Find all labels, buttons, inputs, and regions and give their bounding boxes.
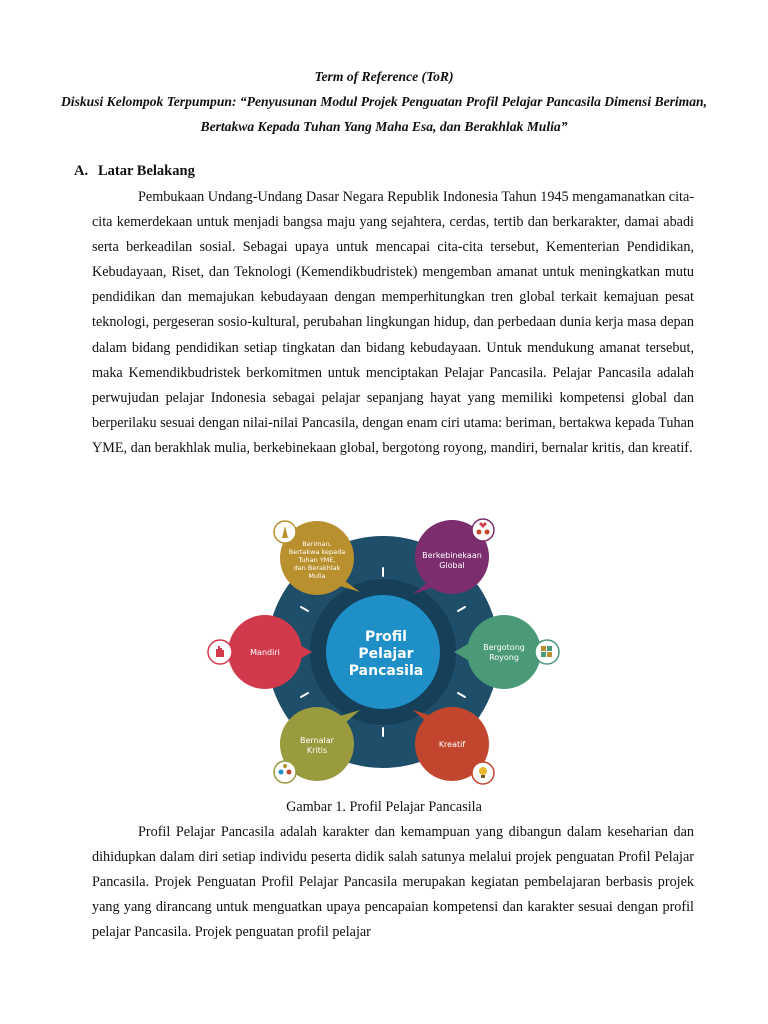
bubble-beriman bbox=[274, 521, 360, 595]
bubble-bernalar-text-2: Kritis bbox=[306, 746, 328, 755]
figure-caption: Gambar 1. Profil Pelajar Pancasila bbox=[286, 799, 482, 815]
puzzle-icon bbox=[535, 640, 559, 664]
profil-pelajar-pancasila-figure bbox=[200, 510, 570, 795]
bubble-beriman-text-1: Beriman, bbox=[302, 540, 332, 548]
title-line-2: Diskusi Kelompok Terpumpun: “Penyusunan Modul Projek Penguatan Profil Pelajar Pancasila Dimensi Beriman, Bertakwa Kepada Tuhan Yang Maha Esa, dan Berakhlak Mulia” bbox=[60, 94, 708, 134]
center-text-1: Profil bbox=[365, 629, 407, 645]
people-heart-icon bbox=[472, 519, 494, 541]
bubble-bernalar-text-1: Bernalar bbox=[300, 736, 334, 745]
bubble-berkebinekaan-text-1: Berkebinekaan bbox=[422, 551, 482, 560]
paragraph-latar-belakang: Pembukaan Undang-Undang Dasar Negara Republik Indonesia Tahun 1945 mengamanatkan cita-cita kemerdekaan untuk menjadi bangsa maju yang sejahtera, cerdas, tertib dan berkarakter, damai abadi serta berkeadilan sosial. Sebagai upaya untuk mencapai cita-cita tersebut, Kementerian Pendidikan, Kebudayaan, Riset, dan Teknologi (Kemendikbudristek) mengemban amanat untuk meningkatkan mutu pendidikan dan memajukan kebudayaan dengan memperhitungkan tren global terkait kemajuan pesat teknologi, pergeseran sosio-kultural, perubahan lingkungan hidup, dan perbedaan dunia kerja masa depan dalam bidang pendidikan setiap tingkatan dan bidang kebudayaan. Untuk mendukung amanat tersebut, maka Kemendikbudristek berkomitmen untuk menciptakan Pelajar Pancasila. Pelajar Pancasila adalah perwujudan pelajar Indonesia sebagai pelajar sepanjang hayat yang memiliki kompetensi global dan berperilaku sesuai dengan nilai-nilai Pancasila, dengan enam ciri utama: beriman, bertakwa kepada Tuhan YME, dan berakhlak mulia, berkebinekaan global, bergotong royong, mandiri, bernalar kritis, dan kreatif. bbox=[92, 189, 694, 456]
bubble-beriman-text-2: Bertakwa kepada bbox=[288, 548, 346, 556]
bubble-mandiri-text: Mandiri bbox=[250, 648, 280, 657]
section-number: A. bbox=[74, 163, 89, 179]
bubble-gotong-royong-text-2: Royong bbox=[489, 653, 519, 662]
document-title bbox=[60, 64, 708, 139]
bubble-bernalar-kritis bbox=[274, 707, 360, 783]
bubble-beriman-text-4: dan Berakhlak bbox=[293, 564, 341, 572]
center-text-2: Pelajar bbox=[358, 646, 414, 662]
title-line-1: Term of Reference (ToR) bbox=[314, 69, 454, 84]
section-heading bbox=[74, 160, 195, 182]
lightbulb-icon bbox=[472, 762, 494, 784]
raised-hand-icon bbox=[208, 640, 232, 664]
praying-hands-icon bbox=[274, 521, 296, 543]
thinking-people-icon bbox=[274, 761, 296, 783]
section-title: Latar Belakang bbox=[98, 163, 195, 179]
bubble-berkebinekaan-text-2: Global bbox=[439, 561, 465, 570]
bubble-kreatif-text: Kreatif bbox=[438, 740, 466, 749]
bubble-gotong-royong-text-1: Bergotong bbox=[483, 643, 525, 652]
bubble-kreatif bbox=[413, 707, 494, 784]
bubble-beriman-text-3: Tuhan YME, bbox=[298, 556, 336, 564]
paragraph-profil-pelajar: Profil Pelajar Pancasila adalah karakter dan kemampuan yang dibangun dalam keseharian dan dihidupkan dalam diri setiap individu peserta didik salah satunya melalui projek penguatan Profil Pelajar Pancasila. Projek Penguatan Profil Pelajar Pancasila merupakan kegiatan pembelajaran berbasis projek yang yang dirancang untuk menguatkan upaya pencapaian kompetensi dan karakter sesuai dengan profil pelajar Pancasila. Projek penguatan profil pelajar bbox=[92, 824, 694, 941]
bubble-beriman-text-5: Mulia bbox=[308, 572, 326, 580]
center-text-3: Pancasila bbox=[348, 663, 424, 679]
